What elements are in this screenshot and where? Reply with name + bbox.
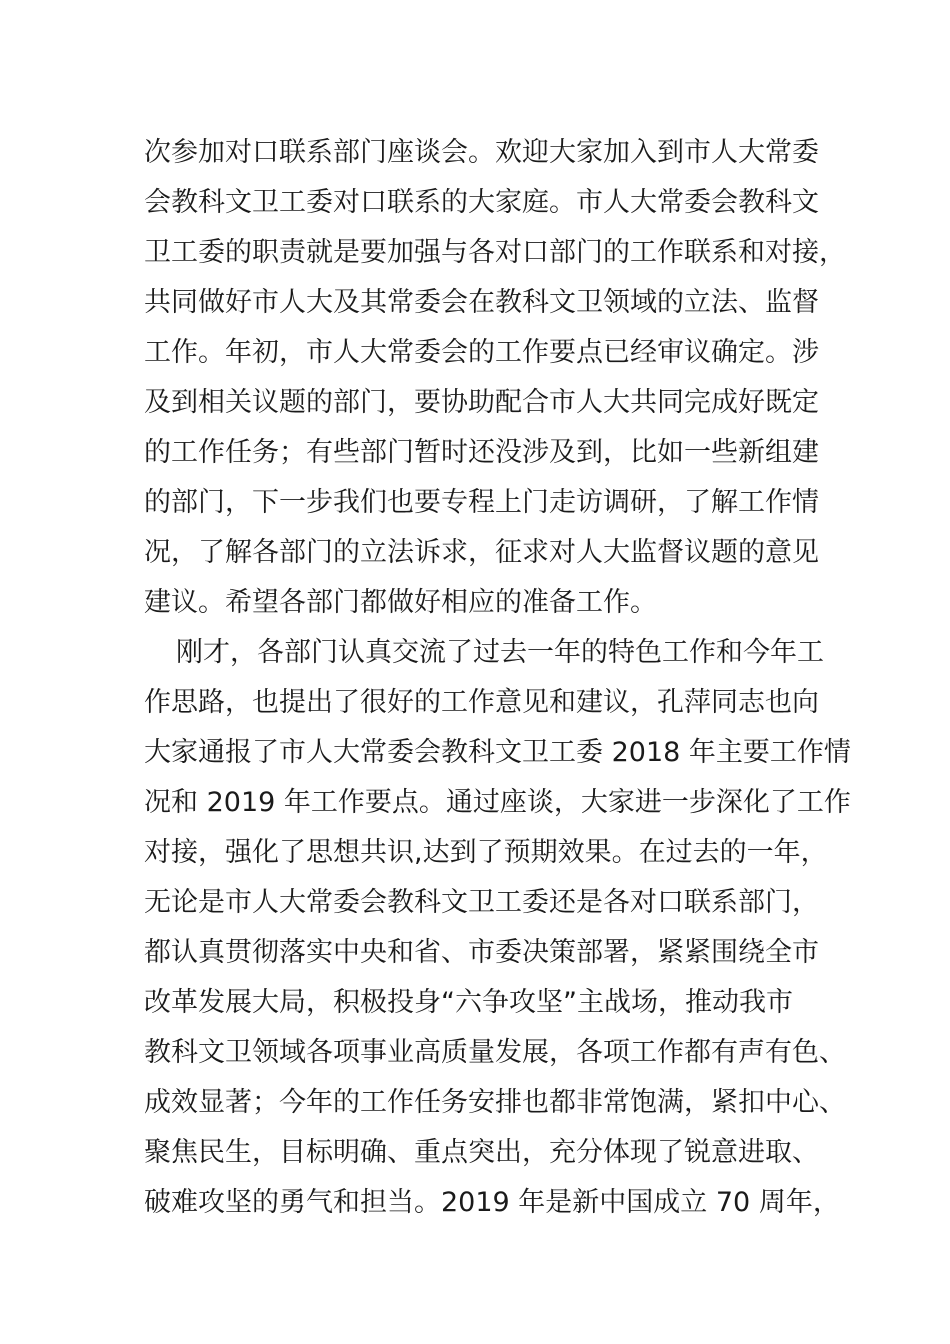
text-line: 卫工委的职责就是要加强与各对口部门的工作联系和对接， (144, 237, 846, 268)
text-line: 聚焦民生，目标明确、重点突出，充分体现了锐意进取、 (144, 1137, 819, 1168)
text-line: 大家通报了市人大常委会教科文卫工委 2018 年主要工作情 (144, 737, 851, 768)
text-line: 次参加对口联系部门座谈会。欢迎大家加入到市人大常委 (144, 137, 819, 168)
text-line: 的工作任务；有些部门暂时还没涉及到，比如一些新组建 (144, 437, 819, 468)
text-line: 作思路，也提出了很好的工作意见和建议，孔萍同志也向 (144, 687, 819, 718)
text-line: 教科文卫领域各项事业高质量发展，各项工作都有声有色、 (144, 1037, 846, 1068)
text-line: 况，了解各部门的立法诉求，征求对人大监督议题的意见 (144, 537, 819, 568)
paragraph-1 (144, 128, 846, 628)
text-line: 工作。年初，市人大常委会的工作要点已经审议确定。涉 (144, 337, 819, 368)
text-line: 及到相关议题的部门，要协助配合市人大共同完成好既定 (144, 387, 819, 418)
text-line: 建议。希望各部门都做好相应的准备工作。 (144, 587, 657, 618)
text-line: 刚才，各部门认真交流了过去一年的特色工作和今年工 (176, 637, 824, 668)
text-line: 况和 2019 年工作要点。通过座谈，大家进一步深化了工作 (144, 787, 851, 818)
text-line: 破难攻坚的勇气和担当。2019 年是新中国成立 70 周年， (144, 1187, 840, 1218)
body-text (144, 128, 851, 1228)
text-line: 共同做好市人大及其常委会在教科文卫领域的立法、监督 (144, 287, 819, 318)
text-line: 改革发展大局，积极投身“六争攻坚”主战场，推动我市 (144, 987, 793, 1018)
text-line: 会教科文卫工委对口联系的大家庭。市人大常委会教科文 (144, 187, 819, 218)
text-line: 都认真贯彻落实中央和省、市委决策部署，紧紧围绕全市 (144, 937, 819, 968)
text-line: 成效显著；今年的工作任务安排也都非常饱满，紧扣中心、 (144, 1087, 846, 1118)
text-line: 对接，强化了思想共识,达到了预期效果。在过去的一年， (144, 837, 828, 868)
paragraph-2 (144, 628, 851, 1228)
text-line: 无论是市人大常委会教科文卫工委还是各对口联系部门， (144, 887, 819, 918)
text-line: 的部门，下一步我们也要专程上门走访调研，了解工作情 (144, 487, 819, 518)
